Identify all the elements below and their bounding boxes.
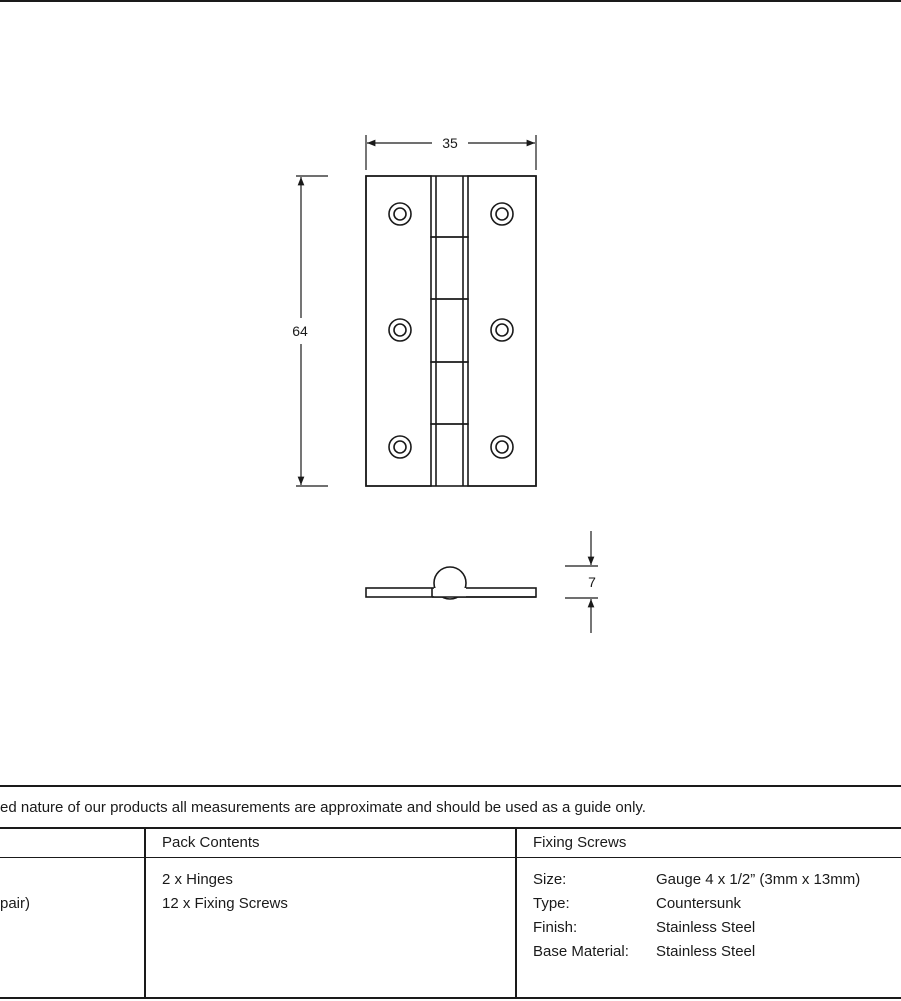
fixing-size-label: Size: — [533, 871, 567, 888]
fixing-type-label: Type: — [533, 895, 570, 912]
fixing-material-value: Stainless Steel — [656, 943, 756, 960]
col1-partial-text: pair) — [0, 895, 31, 912]
pack-contents-item: 2 x Hinges — [162, 871, 233, 888]
fixing-screws-header: Fixing Screws — [533, 834, 627, 851]
table-bottom-border — [0, 997, 901, 999]
screw-hole-right-top — [491, 203, 513, 225]
fixing-finish-value: Stainless Steel — [656, 919, 756, 936]
column-header-border — [0, 857, 901, 858]
column-divider-1 — [144, 828, 146, 999]
fixing-finish-label: Finish: — [533, 919, 578, 936]
fixing-type-value: Countersunk — [656, 895, 742, 912]
column-divider-2 — [515, 828, 517, 999]
screw-hole-right-middle — [491, 319, 513, 341]
hinge-right-leaf — [431, 176, 536, 486]
thickness-dimension-label: 7 — [588, 574, 596, 590]
disclaimer-text: ed nature of our products all measurements are approximate and should be used as a guide only. — [0, 799, 646, 816]
screw-hole-right-bottom — [491, 436, 513, 458]
height-dimension-label: 64 — [292, 323, 308, 339]
table-header-border — [0, 827, 901, 829]
hinge-left-leaf — [366, 176, 468, 486]
pack-contents-header: Pack Contents — [162, 834, 260, 851]
table-top-border — [0, 785, 901, 787]
fixing-size-value: Gauge 4 x 1/2” (3mm x 13mm) — [656, 871, 861, 888]
hinge-side-view — [366, 567, 536, 599]
width-dimension-label: 35 — [442, 135, 458, 151]
pack-contents-item: 12 x Fixing Screws — [162, 895, 288, 912]
fixing-material-label: Base Material: — [533, 943, 629, 960]
